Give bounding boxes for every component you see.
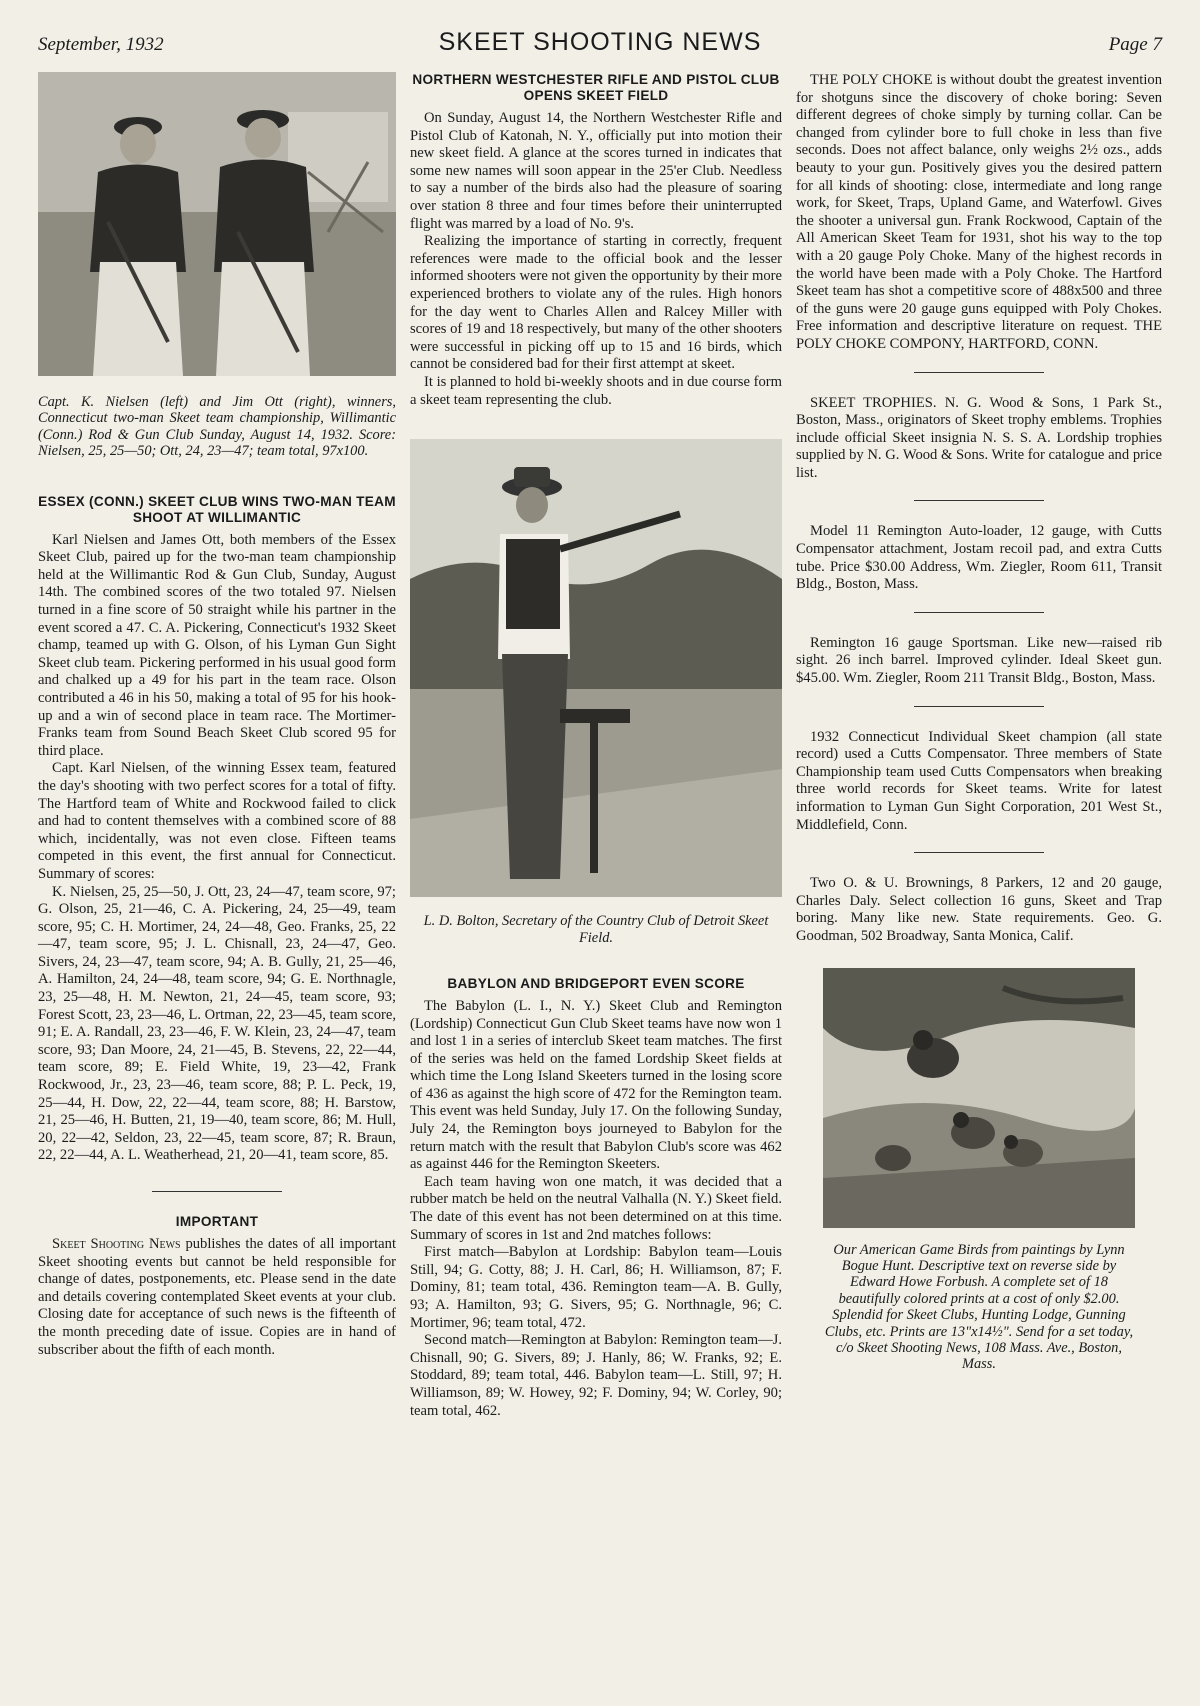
model-11-classified: Model 11 Remington Auto-loader, 12 gauge, with Cutts Compensator attachment, Jostam recoil pad, and extra Cutts tube. Price $30.00 Address, Wm. Ziegler, Room 611, Transit Bldg., Boston, Mass. bbox=[796, 523, 1162, 593]
westchester-paragraph: It is planned to hold bi-weekly shoots and in due course form a skeet team representing the club. bbox=[410, 373, 782, 408]
divider bbox=[914, 612, 1044, 613]
column-right bbox=[796, 72, 1162, 1373]
divider bbox=[914, 706, 1044, 707]
poly-choke-ad: THE POLY CHOKE is without doubt the greatest invention for shotguns since the discovery of choke boring: Seven different degrees of choke simply by turning collar. Can be changed from cylinder bore to full choke in less than five seconds. Does not affect balance, only weighs 2½ ozs., adds beauty to your gun. Positively gives you the desired pattern for all kinds of shooting: close, intermediate and long range work, for Skeet, Traps, Upland Game, and Waterfowl. Gives the shooter a universal gun. Frank Rockwood, Captain of the All American Skeet Team for 1931, shot his way to the top with a 20 gauge Poly Choke. Many of the highest records in the world have been made with a Poly Choke. The Hartford Skeet team has shot a competitive score of 488x500 and three of the guns were 20 gauge guns equipped with Poly Chokes. Free information and descriptive literature on request. THE POLY CHOKE COMPONY, HARTFORD, CONN. bbox=[796, 72, 1162, 352]
brownings-classified: Two O. & U. Brownings, 8 Parkers, 12 and 20 gauge, Charles Daly. Select collection 16 guns, Skeet and Trap boring. Many like new. State requirements. Geo. G. Goodman, 502 Broadway, Santa Monica, Calif. bbox=[796, 875, 1162, 944]
publication-name: Skeet Shooting News bbox=[52, 1236, 181, 1252]
photo-caption-bolton: L. D. Bolton, Secretary of the Country Club of Detroit Skeet Field. bbox=[423, 913, 769, 946]
essex-paragraph: Karl Nielsen and James Ott, both members of the Essex Skeet Club, paired up for the two-man team championship held at the Willimantic Rod & Gun Club, Sunday, August 14th. The combined scores of the two totaled 97. Nielsen turned in a fine score of 50 straight while his partner in the event scored a 47. C. A. Pickering, Connecticut's 1932 Skeet champ, teamed up with G. Olson, of his Lyman Gun Sight Skeet club team. Pickering performed in his usual good form and chalked up a 49 for his part in the team race. Olson contributed a 46 in his 50, making a total of 95 for his hook-up and a win of second place in team race. The Mortimer-Franks team from Sound Beach Skeet Club scored 95 for third place. bbox=[38, 531, 396, 759]
divider bbox=[914, 372, 1044, 373]
skeet-trophies-ad: SKEET TROPHIES. N. G. Wood & Sons, 1 Park St., Boston, Mass., originators of Skeet trophy emblems. Trophies include official Skeet insignia N. S. S. A. Lordship trophies supplied by N. G. Wood & Sons. Write for catalogue and price list. bbox=[796, 394, 1162, 481]
divider bbox=[152, 1191, 282, 1192]
column-middle bbox=[410, 72, 782, 1420]
important-notice bbox=[38, 1236, 396, 1359]
publication-title: SKEET SHOOTING NEWS bbox=[438, 28, 762, 56]
game-birds-caption: Our American Game Birds from paintings by Lynn Bogue Hunt. Descriptive text on reverse side by Edward Howe Forbush. A complete set of 18 beautifully colored prints at a cost of only $2.00. Splendid for Skeet Clubs, Hunting Lodge, Gunning Clubs, etc. Prints are 13"x14½". Send for a set today, c/o Skeet Shooting News, 108 Mass. Ave., Boston, Mass. bbox=[824, 1241, 1134, 1373]
remington-16-classified: Remington 16 gauge Sportsman. Like new—raised rib sight. 26 inch barrel. Improved cylinder. Ideal Skeet gun. $45.00. Wm. Ziegler, Room 211 Transit Bldg., Boston, Mass. bbox=[796, 634, 1162, 687]
babylon-score-summary: Second match—Remington at Babylon: Remington team—J. Chisnall, 90; G. Sivers, 89; J. Hanly, 86; W. Franks, 92; E. Stoddard, 89; team total, 446. Babylon team—L. Still, 97; H. Williamson, 89; W. Howey, 92; F. Dominy, 94; W. Corley, 90; team total, 462. bbox=[410, 1332, 782, 1419]
issue-date: September, 1932 bbox=[38, 34, 164, 55]
game-birds-painting bbox=[823, 968, 1135, 1228]
nielsen-ott-photo bbox=[38, 72, 396, 376]
important-headline: IMPORTANT bbox=[175, 1214, 259, 1229]
bolton-photo bbox=[410, 439, 782, 897]
westchester-headline: NORTHERN WESTCHESTER RIFLE AND PISTOL CLUB OPENS SKEET FIELD bbox=[412, 72, 780, 103]
column-left bbox=[38, 72, 396, 1359]
essex-score-summary: K. Nielsen, 25, 25—50, J. Ott, 23, 24—47, team score, 97; G. Olson, 25, 21—46, C. A. Pickering, 24, 25—49, team score, 95; C. H. Mortimer, 24, 24—48, Geo. Franks, 25, 22—47, team score, 95; J. L. Chisnall, 23, 24—47, Geo. Sivers, 24, 23—47, team score, 94; A. B. Gully, 21, 25—46, A. Hamilton, 24, 24—48, team score, 94; G. E. Northnagle, 23, 25—48, H. M. Newton, 21, 24—45, team score, 93; Forest Scott, 23, 23—46, L. Ortman, 22, 23—45, team score, 91; E. A. Randall, 23, 23—46, F. W. Klein, 23, 24—47, team score, 93; Dan Moore, 24, 21—45, B. Stevens, 22, 22—44, team score, 89; E. Field White, 19, 23—42, Frank Rockwood, Jr., 23, 23—46, team score, 88; P. L. Peck, 19, 25—44, H. Dow, 22, 22—44, team score, 88; H. Barstow, 21, 25—46, H. Butten, 21, 19—40, team score, 86; M. Hull, 20, 22—42, Seldon, 23, 22—45, team score, 87; R. Braun, 22, 22—44, A. L. Weatherhead, 21, 20—41, team score, 85. bbox=[38, 883, 396, 1164]
westchester-paragraph: On Sunday, August 14, the Northern Westchester Rifle and Pistol Club of Katonah, N. Y., officially put into motion their new skeet field. A glance at the scores turned in indicates that some new names will soon appear in the 25'er Club. Needless to say a number of the birds also had the pleasure of soaring over station 8 three and four times before their uninterrupted flight was marred by a load of No. 9's. bbox=[410, 110, 782, 232]
page-number: Page 7 bbox=[1108, 34, 1162, 55]
divider bbox=[914, 500, 1044, 501]
babylon-score-summary: First match—Babylon at Lordship: Babylon team—Louis Still, 94; G. Cotty, 88; J. H. Carl, 86; H. Williamson, 87; F. Dominy, 81; team total, 436. Remington team—A. B. Gully, 93; A. Hamilton, 93; G. Sivers, 95; G. Northnagle, 96; C. Mortimer, 96; team total, 472. bbox=[410, 1244, 782, 1331]
photo-caption-nielsen-ott: Capt. K. Nielsen (left) and Jim Ott (right), winners, Connecticut two-man Skeet team championship, Willimantic (Conn.) Rod & Gun Club Sunday, August 14, 1932. Score: Nielsen, 25, 25—50; Ott, 24, 23—47; team total, 97x100. bbox=[38, 394, 396, 460]
essex-headline: ESSEX (CONN.) SKEET CLUB WINS TWO-MAN TEAM SHOOT AT WILLIMANTIC bbox=[38, 493, 396, 525]
babylon-paragraph: Each team having won one match, it was decided that a rubber match be held on the neutral Valhalla (N. Y.) Skeet field. The date of this event has not been determined on at this time. Summary of scores in 1st and 2nd matches follows: bbox=[410, 1173, 782, 1243]
babylon-paragraph: The Babylon (L. I., N. Y.) Skeet Club and Remington (Lordship) Connecticut Gun Club Skeet teams have now won 1 and lost 1 in a series of interclub Skeet team matches. The first of the series was held on the famed Lordship Skeet fields at which time the Long Island Skeeters turned in the losing score of 436 as against the high score of 472 for the Remington team. This event was held Sunday, July 17. On the following Sunday, July 24, the Remington boys journeyed to Babylon for the return match with the result that Babylon Club's score was 462 as against 446 for the Remington Skeeters. bbox=[410, 997, 782, 1173]
essex-paragraph: Capt. Karl Nielsen, of the winning Essex team, featured the day's shooting with two perfect scores for a total of fifty. The Hartford team of White and Rockwood failed to click and had to content themselves with a combined score of 88 which, incidentally, was not even close. Fifteen teams competed in this event, the first annual for Connecticut. Summary of scores: bbox=[38, 760, 396, 882]
babylon-headline: BABYLON AND BRIDGEPORT EVEN SCORE bbox=[447, 975, 745, 991]
westchester-paragraph: Realizing the importance of starting in correctly, frequent references were made to the official book and the lesser informed shooters were not given the opportunity by their more experienced brothers to violate any of the rules. High honors for the day went to Charles Allen and Ralcey Miller with scores of 19 and 18 respectively, but many of the other shooters were successful in picking off up to 15 and 16 birds, which cannot be considered bad for their first attempt at skeet. bbox=[410, 233, 782, 373]
cutts-compensator-ad: 1932 Connecticut Individual Skeet champion (all state record) used a Cutts Compensator. Three members of State Championship team used Cutts Compensators when breaking three world records for Skeet teams. Write for latest information to Lyman Gun Sight Corporation, 201 West St., Middlefield, Conn. bbox=[796, 728, 1162, 833]
page-header bbox=[38, 28, 1162, 64]
important-notice-body: publishes the dates of all important Skeet shooting events but cannot be held responsible for change of dates, postponements, etc. Please send in the date and details covering contemplated Skeet events at your club. Closing date for acceptance of such news is the fifteenth of the month preceding date of issue. Copies are in hand of subscriber about the fifth of each month. bbox=[38, 1236, 396, 1358]
divider bbox=[914, 852, 1044, 853]
